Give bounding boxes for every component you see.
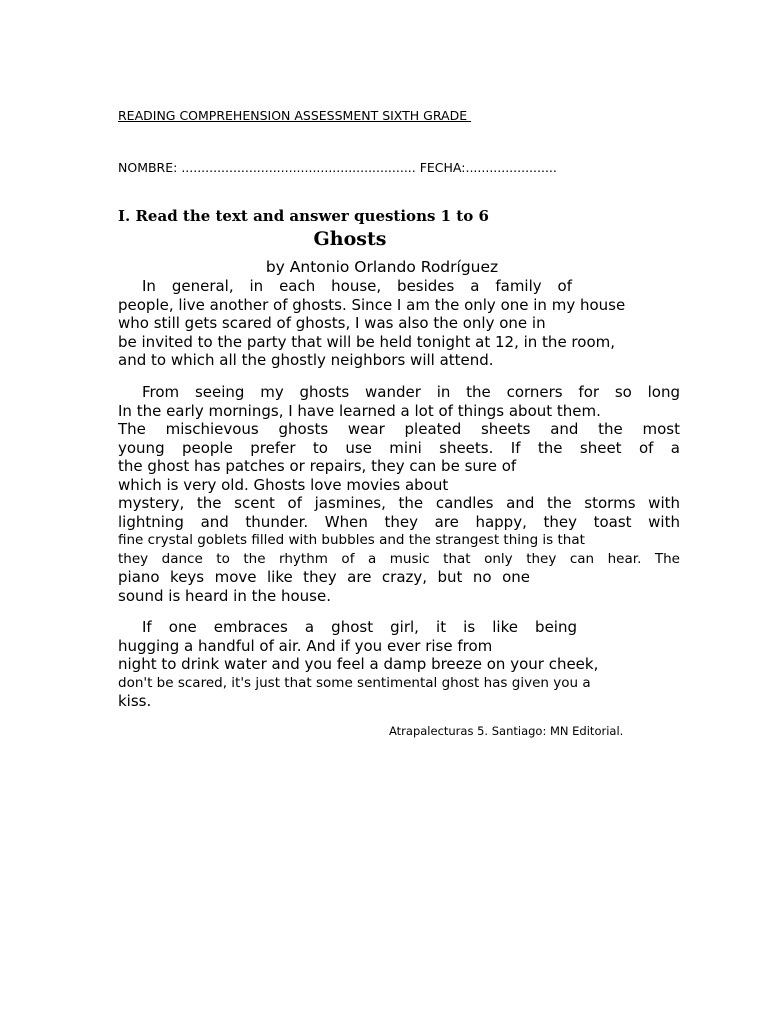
paragraph-line: young people prefer to use mini sheets. If the sheet of a (118, 438, 680, 457)
paragraph-line: be invited to the party that will be held tonight at 12, in the room, (118, 332, 616, 351)
paragraph-line: In general, in each house, besides a family of (142, 277, 572, 295)
paragraph-line: the ghost has patches or repairs, they can be sure of (118, 457, 517, 475)
paragraph-line: don't be scared, it's just that some sentimental ghost has given you a (118, 674, 591, 691)
paragraph-line: people, live another of ghosts. Since I am the only one in my house (118, 295, 626, 314)
story-author: by Antonio Orlando Rodríguez (265, 258, 499, 276)
paragraph-line: If one embraces a ghost girl, it is like being (142, 618, 577, 636)
name-date-line: NOMBRE: ........................................................... FECHA:....................... (118, 160, 557, 175)
paragraph-line: lightning and thunder. When they are happy, they toast with (118, 512, 680, 531)
paragraph-line: mystery, the scent of jasmines, the candles and the storms with (118, 494, 680, 512)
paragraph-line: which is very old. Ghosts love movies about (118, 475, 449, 494)
paragraph-line: night to drink water and you feel a damp breeze on your cheek, (118, 655, 599, 673)
story-title: Ghosts (313, 228, 387, 250)
paragraph-line: they dance to the rhythm of a music that only they can hear. The (118, 550, 680, 567)
paragraph-line: who still gets scared of ghosts, I was also the only one in (118, 314, 546, 332)
story-paragraph-1 (118, 277, 680, 370)
paragraph-line: fine crystal goblets filled with bubbles and the strangest thing is that (118, 532, 585, 548)
paragraph-line: In the early mornings, I have learned a lot of things about them. (118, 401, 601, 420)
paragraph-line: hugging a handful of air. And if you ever rise from (118, 636, 493, 655)
paragraph-line: sound is heard in the house. (118, 586, 331, 605)
story-paragraph-3 (118, 618, 680, 711)
paragraph-line: and to which all the ghostly neighbors will attend. (118, 351, 494, 369)
paragraph-line: The mischievous ghosts wear pleated sheets and the most (118, 420, 680, 438)
story-citation: Atrapalecturas 5. Santiago: MN Editorial. (389, 724, 624, 738)
paragraph-line: kiss. (118, 692, 152, 710)
section-instruction: I. Read the text and answer questions 1 to 6 (118, 207, 489, 225)
paragraph-line: From seeing my ghosts wander in the corners for so long (142, 383, 680, 401)
paragraph-line: piano keys move like they are crazy, but no one (118, 568, 530, 586)
assessment-title: READING COMPREHENSION ASSESSMENT SIXTH GRADE (118, 108, 472, 123)
story-paragraph-2 (118, 383, 680, 605)
